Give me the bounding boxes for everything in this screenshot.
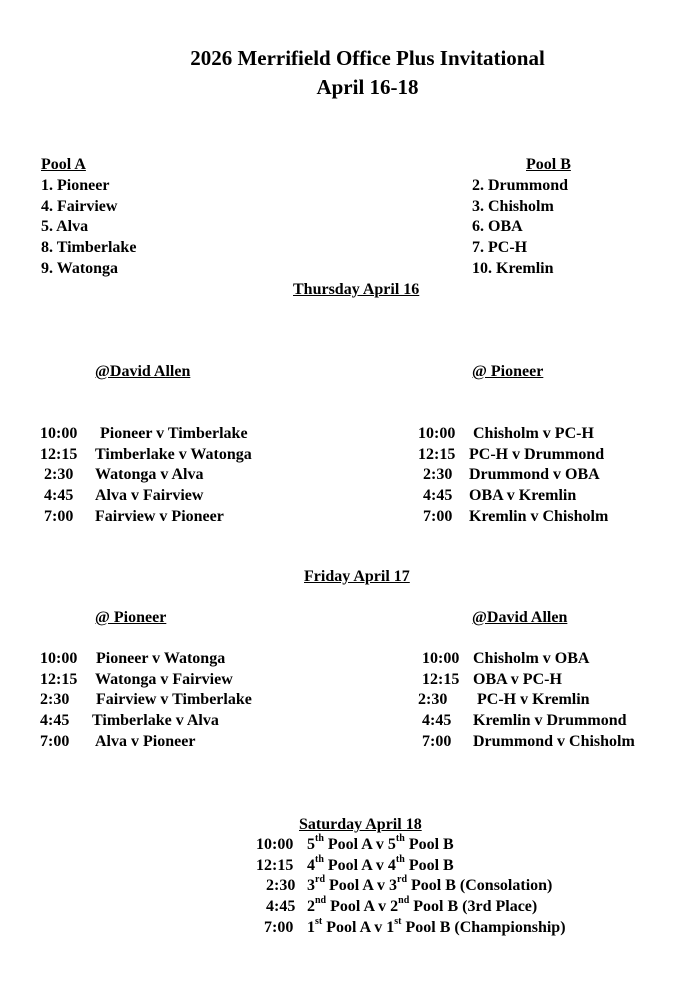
game-match: Drummond v Chisholm (473, 732, 635, 750)
pool-b-team: 6. OBA (472, 218, 523, 236)
game-time: 2:30 (40, 691, 70, 709)
game-match: Watonga v Fairview (95, 670, 233, 688)
game-time: 4:45 (40, 712, 70, 730)
pool-a-team: 1. Pioneer (41, 177, 110, 194)
game-match: Alva v Fairview (95, 487, 204, 505)
game-time: 2:30 (266, 877, 296, 895)
game-match: Chisholm v OBA (473, 650, 590, 667)
game-time: 12:15 (256, 856, 294, 874)
game-time: 2:30 (423, 466, 453, 484)
game-time: 4:45 (423, 487, 453, 505)
thursday-heading: Thursday April 16 (293, 281, 420, 298)
pool-b-team: 10. Kremlin (472, 259, 554, 277)
thursday-left-venue: @David Allen (95, 363, 191, 380)
pool-b-list (472, 176, 568, 280)
game-time: 7:00 (423, 507, 453, 525)
friday-heading: Friday April 17 (304, 568, 410, 585)
pool-a-team: 5. Alva (41, 218, 89, 236)
game-time: 4:45 (266, 898, 296, 916)
pool-b-team: 2. Drummond (472, 177, 569, 194)
game-time: 2:30 (418, 691, 448, 709)
game-match: Kremlin v Drummond (473, 712, 627, 730)
pool-b-team: 7. PC-H (472, 239, 528, 257)
game-time: 10:00 (256, 836, 294, 853)
pool-a-team: 8. Timberlake (41, 239, 137, 257)
pool-a-heading: Pool A (41, 156, 86, 173)
game-match: Timberlake v Alva (92, 712, 219, 730)
document-dates: April 16-18 (316, 75, 419, 99)
friday-left-venue: @ Pioneer (95, 609, 167, 626)
saturday-heading: Saturday April 18 (299, 816, 422, 833)
game-match: Alva v Pioneer (95, 732, 196, 750)
game-match: 5th Pool A v 5th Pool B (307, 833, 454, 853)
game-match: 2nd Pool A v 2nd Pool B (3rd Place) (307, 895, 538, 916)
game-match: Watonga v Alva (95, 466, 204, 484)
friday-right-venue: @David Allen (472, 609, 568, 626)
game-match: OBA v PC-H (473, 670, 562, 688)
game-match: PC-H v Kremlin (477, 691, 590, 709)
game-match: Fairview v Pioneer (95, 507, 224, 525)
thursday-right-venue: @ Pioneer (472, 363, 544, 380)
game-time: 10:00 (40, 650, 78, 667)
game-match: Timberlake v Watonga (95, 445, 252, 463)
game-match: Drummond v OBA (469, 466, 600, 484)
pool-b-team: 3. Chisholm (472, 197, 554, 215)
game-match: Fairview v Timberlake (96, 691, 252, 709)
pool-a-list (41, 176, 136, 280)
game-match: 4th Pool A v 4th Pool B (307, 853, 454, 874)
game-time: 7:00 (40, 732, 70, 750)
game-time: 12:15 (40, 445, 78, 463)
game-time: 12:15 (40, 670, 78, 688)
game-match: 1st Pool A v 1st Pool B (Championship) (307, 915, 566, 936)
game-time: 10:00 (422, 650, 460, 667)
game-match: Kremlin v Chisholm (469, 507, 609, 525)
game-time: 7:00 (422, 732, 452, 750)
pool-b-heading: Pool B (526, 156, 571, 173)
game-time: 12:15 (418, 445, 456, 463)
game-time: 4:45 (44, 487, 74, 505)
game-match: OBA v Kremlin (469, 487, 577, 505)
game-match: Chisholm v PC-H (473, 425, 594, 442)
game-match: Pioneer v Watonga (96, 650, 226, 667)
game-time: 7:00 (264, 918, 294, 936)
game-time: 10:00 (40, 425, 78, 442)
game-match: Pioneer v Timberlake (100, 425, 248, 442)
game-match: PC-H v Drummond (469, 445, 605, 463)
game-time: 2:30 (44, 466, 74, 484)
game-time: 12:15 (422, 670, 460, 688)
game-time: 10:00 (418, 425, 456, 442)
pool-a-team: 4. Fairview (41, 197, 118, 215)
pool-a-team: 9. Watonga (41, 259, 119, 277)
game-time: 4:45 (422, 712, 452, 730)
game-time: 7:00 (44, 507, 74, 525)
game-match: 3rd Pool A v 3rd Pool B (Consolation) (307, 874, 553, 895)
document-title: 2026 Merrifield Office Plus Invitational (190, 46, 545, 70)
